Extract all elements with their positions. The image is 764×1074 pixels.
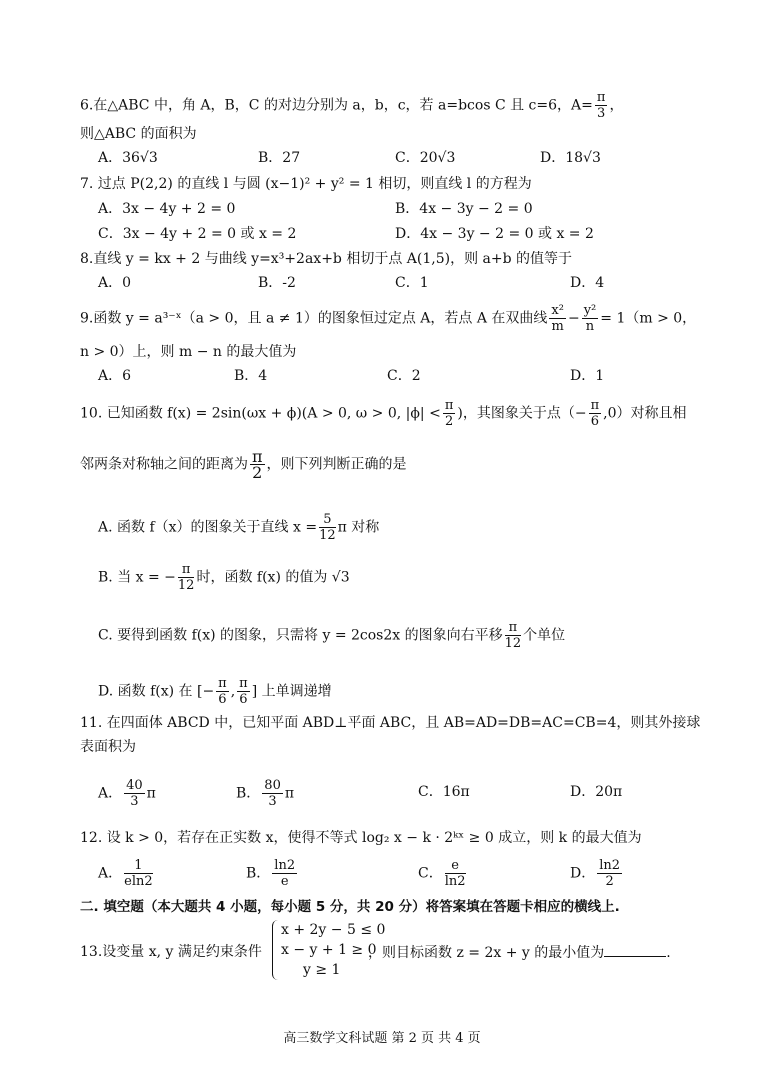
q8-option-c: C．1: [395, 275, 429, 291]
q12-stem: 12. 设 k > 0，若存在正实数 x，使得不等式 log₂ x − k · 2ᵏˣ ≥ 0 成立，则 k 的最大值为: [80, 830, 642, 846]
q9-stem-line2: n > 0）上，则 m − n 的最大值为: [80, 344, 297, 360]
q7-stem: 7. 过点 P(2,2) 的直线 l 与圆 (x−1)² + y² = 1 相切，则直线 l 的方程为: [80, 176, 532, 192]
q12-option-b: B． $\frac{\ln 2}{e}$: [246, 858, 296, 889]
q9-hyperbola-x-term: $\frac{\text{x²}}{m}$: [551, 303, 564, 334]
q13-constraint-2: x − y + 1 ≥ 0: [281, 942, 377, 958]
q13-stem-a: 13.设变量 x, y 满足约束条件: [80, 944, 262, 960]
q13-constraint-1: x + 2y − 5 ≤ 0: [281, 922, 386, 938]
q6-option-c: C．20√3: [395, 150, 456, 166]
q7-option-a: A．3x − 4y + 2 = 0: [98, 201, 236, 217]
q10-option-b: B. 当 x = − $\frac{\pi}{12}$ 时，函数 f(x) 的值为 √3: [98, 562, 350, 593]
q6-option-b: B．27: [258, 150, 301, 166]
q6-fraction: $\frac{\pi}{3}$: [596, 90, 606, 121]
q11-option-a: A． $\frac{40}{3}$ π: [98, 778, 156, 809]
q7-option-c: C．3x − 4y + 2 = 0 或 x = 2: [98, 226, 297, 242]
q13-stem-b: ，则目标函数 z = 2x + y 的最小值为 .: [368, 942, 671, 963]
q9-option-d: D．1: [570, 368, 605, 384]
q9-option-c: C．2: [387, 368, 421, 384]
q8-stem: 8.直线 y = kx + 2 与曲线 y=x³+2ax+b 相切于点 A(1,5)，则 a+b 的值等于: [80, 251, 573, 267]
q6-option-d: D．18√3: [540, 150, 601, 166]
q13-answer-blank: [604, 942, 666, 957]
q6-stem-a: 6.在△ABC 中，角 A，B，C 的对边分别为 a，b，c，若 a=bcos C 且 c=6，A=: [80, 97, 593, 114]
q12-option-c: C． $\frac{e}{\ln 2}$: [418, 858, 466, 889]
q11-stem-line2: 表面积为: [80, 739, 136, 755]
q6-stem-line2: 则△ABC 的面积为: [80, 126, 197, 142]
q11-option-d: D．20π: [570, 784, 623, 800]
q10-option-d: D. 函数 f(x) 在 [− $\frac{\pi}{6}$ , $\frac{\pi}{6}$ ] 上单调递增: [98, 676, 332, 707]
q10-stem-line2: 邻两条对称轴之间的距离为 $\frac{\pi}{2}$ ，则下列判断正确的是: [80, 447, 407, 482]
q9-option-b: B．4: [234, 368, 268, 384]
q13-constraint-3: y ≥ 1: [303, 962, 341, 978]
q9-hyperbola-y-term: $\frac{\text{y²}}{n}$: [583, 303, 597, 334]
q8-option-d: D．4: [570, 275, 605, 291]
q7-option-b: B．4x − 3y − 2 = 0: [395, 201, 533, 217]
q8-option-a: A．0: [98, 275, 132, 291]
q8-option-b: B．-2: [258, 275, 296, 291]
q12-option-d: D． $\frac{\ln 2}{2}$: [570, 858, 621, 889]
page-footer: 高三数学文科试题 第 2 页 共 4 页: [283, 1031, 481, 1046]
q11-stem-line1: 11. 在四面体 ABCD 中，已知平面 ABD⊥平面 ABC，且 AB=AD=DB=AC=CB=4，则其外接球: [80, 715, 701, 731]
section-2-heading: 二. 填空题（本大题共 4 小题，每小题 5 分，共 20 分）将答案填在答题卡相应的横线上.: [80, 899, 620, 915]
q11-option-b: B． $\frac{80}{3}$ π: [236, 778, 295, 809]
q6-option-a: A．36√3: [98, 150, 158, 166]
q11-option-c: C．16π: [418, 784, 470, 800]
q10-option-a: A. 函数 f（x）的图象关于直线 x = $\frac{5}{12}$ π 对称: [98, 512, 380, 543]
q12-option-a: A． $\frac{1}{eln2}$: [98, 858, 153, 889]
q10-option-c: C. 要得到函数 f(x) 的图象，只需将 y = 2cos2x 的图象向右平移 $\frac{\pi}{12}$ 个单位: [98, 620, 566, 651]
q7-option-d: D．4x − 3y − 2 = 0 或 x = 2: [395, 226, 594, 242]
q9-stem-line1: 9.函数 y = a³⁻ˣ（a > 0，且 a ≠ 1）的图象恒过定点 A，若点 A 在双曲线 $\frac{\text{x²}}{m}$ − $\frac{\text{y²}}{n}$ = 1（m > 0，: [80, 303, 697, 334]
q9-option-a: A．6: [98, 368, 132, 384]
q10-stem-line1: 10. 已知函数 f(x) = 2sin(ωx + ϕ)(A > 0, ω > 0, |ϕ| < $\frac{\pi}{2}$ )，其图象关于点（− $\frac{\pi}{6}$ ,0）对称且相: [80, 398, 687, 429]
q6-stem-line1: 6.在△ABC 中，角 A，B，C 的对边分别为 a，b，c，若 a=bcos C 且 c=6，A= $\frac{\pi}{3}$ ，: [80, 90, 624, 121]
